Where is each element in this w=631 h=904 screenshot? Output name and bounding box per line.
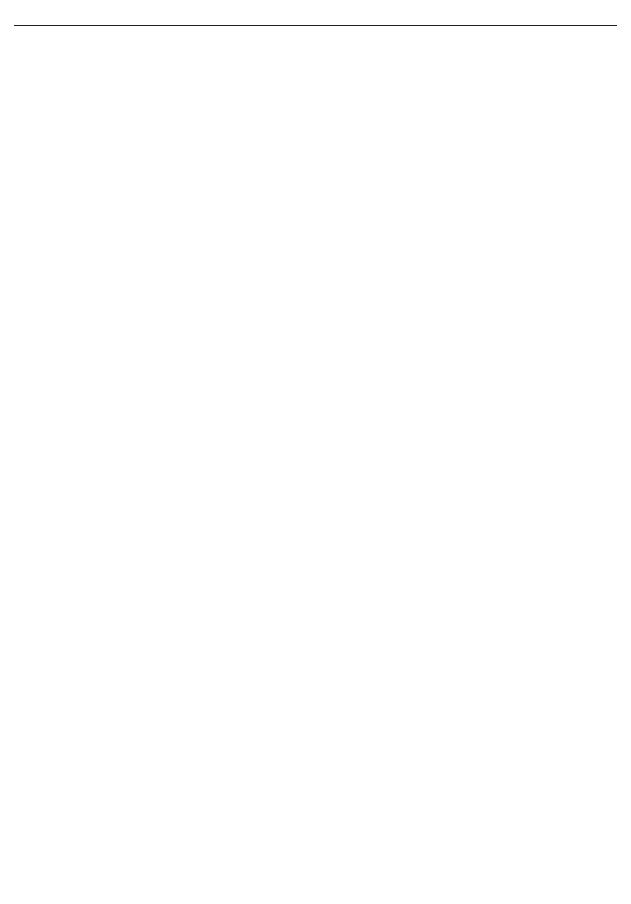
header-divider — [14, 25, 617, 26]
